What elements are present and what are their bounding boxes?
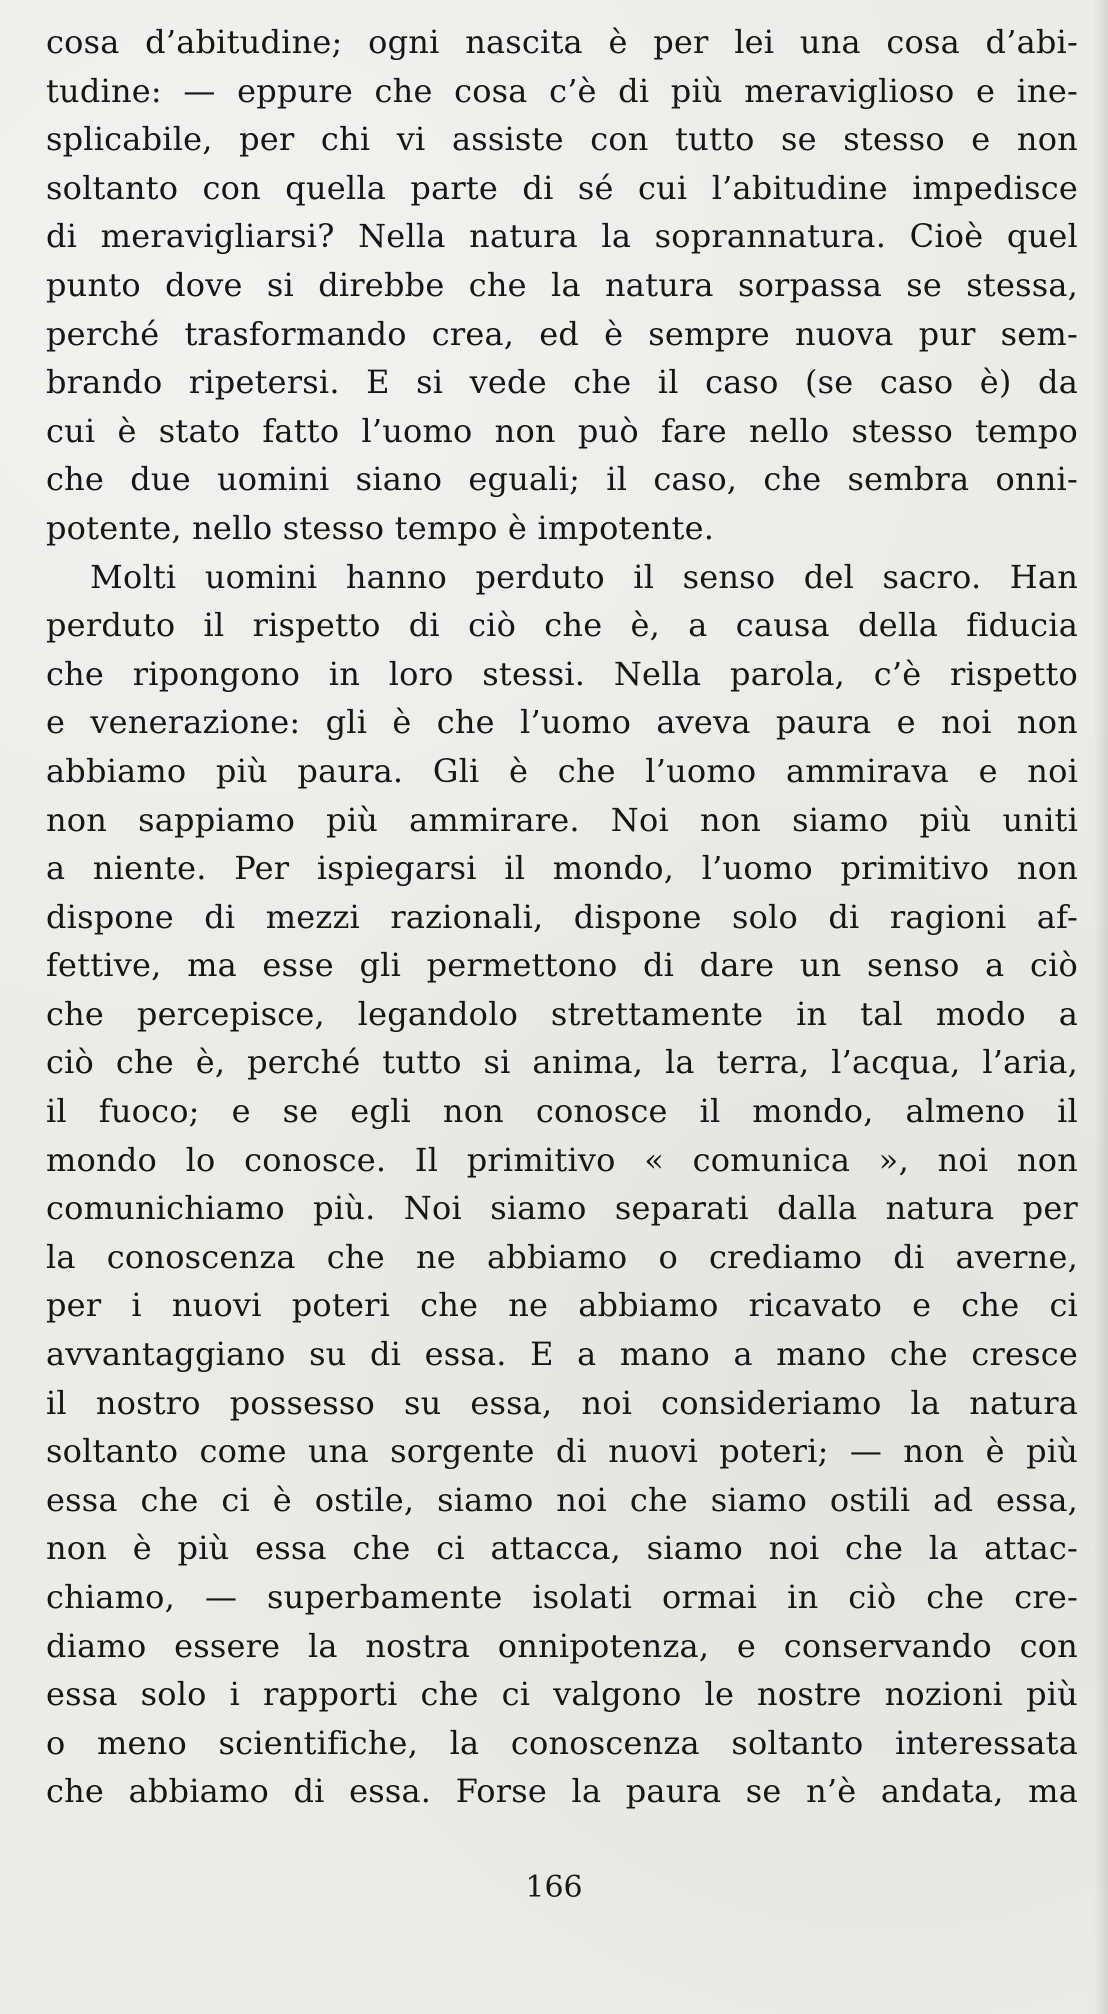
- page-number: 166: [525, 1870, 583, 1905]
- text-line-33: chiamo, — superbamente isolati ormai in ciò che cre-: [46, 1578, 1078, 1616]
- text-line-17: non sappiamo più ammirare. Noi non siamo più uniti: [46, 800, 1078, 839]
- page-edge-shadow: [1094, 0, 1108, 2014]
- text-line-12: Molti uomini hanno perduto il senso del sacro. Han: [90, 557, 1078, 596]
- text-line-10: che due uomini siano eguali; il caso, che sembra onni-: [46, 460, 1078, 499]
- text-line-31: essa che ci è ostile, siamo noi che siamo ostili ad essa,: [46, 1480, 1078, 1519]
- body-text: [46, 18, 1078, 1816]
- text-line-29: il nostro possesso su essa, noi consideriamo la natura: [46, 1383, 1078, 1422]
- text-line-34: diamo essere la nostra onnipotenza, e conservando con: [46, 1626, 1078, 1665]
- text-line-15: e venerazione: gli è che l’uomo aveva paura e noi non: [46, 703, 1078, 742]
- text-line-16: abbiamo più paura. Gli è che l’uomo ammirava e noi: [46, 751, 1078, 790]
- text-line-7: perché trasformando crea, ed è sempre nuova pur sem-: [46, 314, 1078, 353]
- text-line-35: essa solo i rapporti che ci valgono le nostre nozioni più: [46, 1675, 1078, 1714]
- text-line-25: comunichiamo più. Noi siamo separati dalla natura per: [46, 1189, 1078, 1228]
- text-line-30: soltanto come una sorgente di nuovi poteri; — non è più: [46, 1432, 1078, 1471]
- text-line-26: la conoscenza che ne abbiamo o crediamo di averne,: [46, 1237, 1078, 1276]
- text-line-22: ciò che è, perché tutto si anima, la terra, l’acqua, l’aria,: [46, 1043, 1078, 1082]
- text-line-28: avvantaggiano su di essa. E a mano a mano che cresce: [46, 1335, 1078, 1374]
- text-line-24: mondo lo conosce. Il primitivo « comunica », noi non: [46, 1140, 1078, 1179]
- text-line-4: soltanto con quella parte di sé cui l’abitudine impedisce: [46, 168, 1078, 207]
- text-line-21: che percepisce, legandolo strettamente in tal modo a: [46, 994, 1078, 1033]
- text-line-37: che abbiamo di essa. Forse la paura se n’è andata, ma: [46, 1772, 1078, 1811]
- text-line-9: cui è stato fatto l’uomo non può fare nello stesso tempo: [46, 411, 1078, 450]
- text-line-13: perduto il rispetto di ciò che è, a causa della fiducia: [46, 606, 1078, 645]
- text-line-3: splicabile, per chi vi assiste con tutto se stesso e non: [46, 120, 1078, 159]
- text-line-23: il fuoco; e se egli non conosce il mondo, almeno il: [46, 1092, 1078, 1131]
- text-line-20: fettive, ma esse gli permettono di dare un senso a ciò: [46, 946, 1078, 985]
- text-line-14: che ripongono in loro stessi. Nella parola, c’è rispetto: [46, 654, 1078, 693]
- text-line-36: o meno scientifiche, la conoscenza soltanto interessata: [46, 1723, 1078, 1762]
- text-line-8: brando ripetersi. E si vede che il caso (se caso è) da: [46, 363, 1078, 402]
- text-line-11: potente, nello stesso tempo è impotente.: [46, 508, 715, 547]
- text-line-27: per i nuovi poteri che ne abbiamo ricavato e che ci: [46, 1286, 1078, 1325]
- text-line-32: non è più essa che ci attacca, siamo noi che la attac-: [46, 1529, 1078, 1568]
- text-line-18: a niente. Per ispiegarsi il mondo, l’uomo primitivo non: [46, 849, 1078, 888]
- text-line-6: punto dove si direbbe che la natura sorpassa se stessa,: [46, 265, 1078, 304]
- text-line-19: dispone di mezzi razionali, dispone solo di ragioni af-: [46, 897, 1078, 936]
- text-line-5: di meravigliarsi? Nella natura la soprannatura. Cioè quel: [46, 217, 1078, 256]
- text-line-1: cosa d’abitudine; ogni nascita è per lei una cosa d’abi-: [46, 23, 1078, 61]
- text-line-2: tudine: — eppure che cosa c’è di più meraviglioso e ine-: [46, 71, 1078, 110]
